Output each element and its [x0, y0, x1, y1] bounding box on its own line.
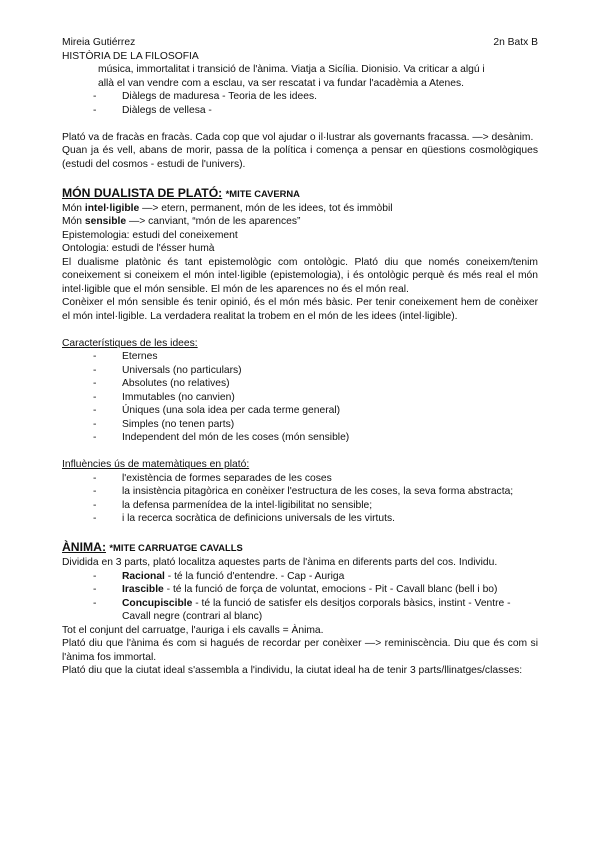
definition-line: Món intel·ligible —> etern, permanent, món de les idees, tot és immòbil [62, 202, 393, 214]
list-item: - la defensa parmenídea de la intel·ligibilitat no sensible; [62, 499, 538, 513]
paragraph: El dualisme platònic és tant epistemològic com ontològic. Plató diu que només coneixem/tenim coneixement si coneixem el món intel·ligible (epistemologia), i és ontològic perquè és més real el món intel·ligible que el món sensible. El món de les aparences no és el món real. [62, 256, 538, 295]
section-heading-soul: ÀNIMA: *MITE CARRUATGE CAVALLS [62, 540, 243, 554]
list-item: - Absolutes (no relatives) [62, 377, 538, 391]
definition-line: Epistemologia: estudi del coneixement [62, 229, 238, 241]
paragraph: Conèixer el món sensible és tenir opinió, és el món més bàsic. Per tenir coneixement hem de conèixer el món intel·ligible. La verdadera realitat la trobem en el món de les idees (intel·ligible). [62, 297, 538, 322]
list-item: - Simples (no tenen parts) [62, 418, 538, 432]
paragraph: Tot el conjunt del carruatge, l'auriga i els cavalls = Ànima. [62, 624, 324, 636]
document-page [62, 36, 538, 678]
paragraph: Plató va de fracàs en fracàs. Cada cop que vol ajudar o il·lustrar als governants fracassa. —> desànim. [62, 131, 534, 143]
list-item: - i la recerca socràtica de definicions universals de les virtuts. [62, 512, 538, 526]
list-item: - Diàlegs de vellesa - [62, 104, 538, 118]
characteristics-list [62, 350, 538, 445]
list-item: - Irascible - té la funció de força de voluntat, emocions - Pit - Cavall blanc (bell i bo) [62, 583, 538, 597]
list-item: - Universals (no particulars) [62, 364, 538, 378]
section-heading-dualism: MÓN DUALISTA DE PLATÓ: *MITE CAVERNA [62, 185, 300, 200]
list-item: - Independent del món de les coses (món sensible) [62, 431, 538, 445]
intro-continuation: música, immortalitat i transició de l'ànima. Viatja a Sicília. Dionisio. Va criticar a algú i allà el van vendre com a esclau, va ser rescatat i va fundar l'acadèmia a Atenes. [98, 64, 485, 89]
definition-line: Món sensible —> canviant, “món de les aparences” [62, 216, 301, 227]
subheading-characteristics: Característiques de les idees: [62, 337, 198, 349]
influences-list [62, 472, 538, 526]
dialogues-list [62, 90, 538, 117]
soul-parts-list [62, 570, 538, 624]
paragraph: Plató diu que la ciutat ideal s'assembla a l'individu, la ciutat ideal ha de tenir 3 parts/llinatges/classes: [62, 665, 523, 676]
list-item: - Immutables (no canvien) [62, 391, 538, 405]
paragraph: Quan ja és vell, abans de morir, passa de la política i comença a pensar en qüestions cosmològiques (estudi del cosmos - estudi de l'univers). [62, 145, 538, 170]
subheading-influences: Influències ús de matemàtiques en plató: [62, 459, 250, 470]
definition-line: Ontologia: estudi de l'ésser humà [62, 243, 215, 254]
subject-title: HISTÒRIA DE LA FILOSOFIA [62, 50, 199, 62]
list-item: - Eternes [62, 350, 538, 364]
list-item: - l'existència de formes separades de les coses [62, 472, 538, 486]
course-label: 2n Batx B [493, 37, 538, 48]
author-name: Mireia Gutiérrez [62, 37, 136, 48]
page-header [62, 36, 538, 50]
paragraph: Plató diu que l'ànima és com si hagués de recordar per conèixer —> reminiscència. Diu que és com si l'ànima fos immortal. [62, 638, 538, 663]
list-item: - Úniques (una sola idea per cada terme general) [62, 404, 538, 418]
list-item: - Diàlegs de maduresa - Teoria de les idees. [62, 90, 538, 104]
paragraph: Dividida en 3 parts, plató localitza aquestes parts de l'ànima en diferents parts del cos. Individu. [62, 557, 498, 568]
list-item: - Concupiscible - té la funció de satisfer els desitjos corporals bàsics, instint - Ventre - Cavall negre (contrari al blanc) [62, 597, 538, 624]
list-item: - Racional - té la funció d'entendre. - Cap - Auriga [62, 570, 538, 584]
list-item: - la insistència pitagòrica en conèixer l'estructura de les coses, la seva forma abstracta; [62, 485, 538, 499]
